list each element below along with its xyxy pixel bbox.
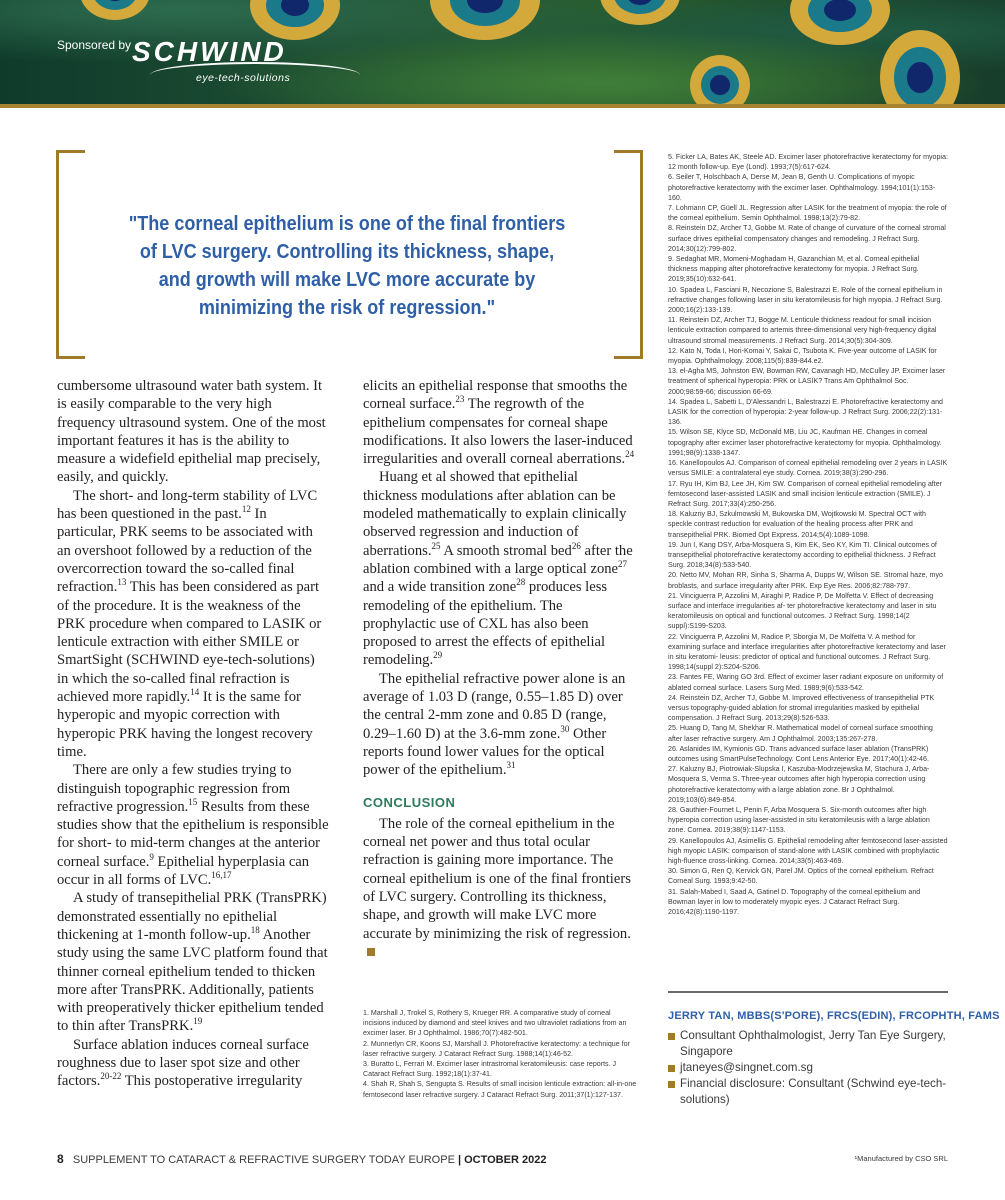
reference-list-bottom (363, 1008, 639, 1100)
paragraph-text: produces less remodeling of the epithelium. The prophylactic use of CXL has also been proposed to arrest the effects of epithelial remodeling. (363, 579, 608, 669)
paragraph-text: Epithelial hyperplasia can occur in all forms of LVC. (57, 853, 310, 889)
author-detail-item (668, 1028, 948, 1060)
publication-name: SUPPLEMENT TO CATARACT & REFRACTIVE SURGERY TODAY EUROPE (72, 1154, 455, 1166)
bullet-square-icon (668, 1065, 675, 1072)
citation-ref: 27 (618, 559, 628, 570)
paragraph-text: This postoperative irregularity (121, 1073, 303, 1090)
reference-item: 4. Shah R, Shah S, Sengupta S. Results of small incision lenticule extraction: all-in-one femtosecond laser refractive surgery. J Cataract Refract Surg. 2011;37(1):127-137. (363, 1080, 637, 1099)
reference-item: 8. Reinstein DZ, Archer TJ, Gobbe M. Rate of change of curvature of the corneal stromal surface drives epithelial compensatory changes and remodeling. J Refract Surg. 2014;30(12):799-802. (668, 224, 946, 253)
citation-ref: 29 (433, 650, 443, 661)
citation-ref: 26 (571, 540, 581, 551)
paragraph (57, 487, 329, 761)
paragraph-text: elicits an epithelial response that smooths the corneal surface. (363, 378, 628, 413)
reference-item: 20. Netto MV, Mohan RR, Sinha S, Sharma A, Dupps W, Wilson SE. Stromal haze, myo broblasts, and surface irregularity after PRK. Exp Eye Res. 2006;82:788-797. (668, 571, 943, 590)
paragraph (363, 815, 635, 961)
manufacturer-note: ¹Manufactured by CSO SRL (854, 1154, 948, 1163)
paragraph (57, 761, 329, 889)
reference-item: 30. Simon G, Ren Q, Kervick GN, Parel JM. Optics of the corneal epithelium. Refract Corneal Surg. 1993;9:42-50. (668, 867, 934, 886)
citation-ref: 14 (190, 687, 200, 698)
paragraph-text: The regrowth of the epithelium compensates for corneal shape modifications. It also lowers the laser-induced irregularities and overall corneal aberrations. (363, 396, 633, 468)
paragraph-text: In particular, PRK seems to be associated with an overshoot followed by a reduction of the overcorrection toward the so-called final refraction. (57, 506, 313, 596)
reference-item: 1. Marshall J, Trokel S, Rothery S, Krueger RR. A comparative study of corneal incisions induced by diamond and steel knives and two ultraviolet radiations from an excimer laser. Br J Ophthalmol. 1986;70(7):482-501. (363, 1009, 627, 1038)
paragraph-text: It is the same for hyperopic and myopic correction with hyperopic PRK having the longest recovery time. (57, 689, 313, 760)
citation-ref: 9 (149, 851, 154, 862)
reference-item: 24. Reinstein DZ, Archer TJ, Gobbe M. Improved effectiveness of transepithelial PTK versus topography-guided ablation for stromal irregularities masked by epithelial compensation. J Refract Surg. 2013;29(8):526-533. (668, 693, 935, 723)
peacock-feather-eye-icon (690, 55, 750, 104)
reference-item: 16. Kanellopoulos AJ. Comparison of corneal epithelial remodeling over 2 years in LASIK versus SMILE: a contralateral eye study. Cornea. 2019;38(3):290-296. (668, 459, 948, 478)
author-detail-item (668, 1076, 948, 1108)
paragraph (363, 377, 635, 468)
pullquote-bracket-left (56, 150, 85, 359)
peacock-feather-eye-icon (790, 0, 890, 45)
bullet-square-icon (668, 1033, 675, 1040)
author-detail-item[interactable] (668, 1060, 948, 1076)
section-heading-conclusion: CONCLUSION (363, 794, 456, 810)
page-footer (57, 1152, 947, 1166)
reference-item: 6. Seiler T, Holschbach A, Derse M, Jean B, Genth U. Complications of myopic photorefractive keratectomy with the excimer laser. Ophthalmology. 1994;101(1):153-160. (668, 173, 936, 202)
paragraph-text: Results from these studies show that the epithelium is responsible for short- to mid-term changes at the anterior corneal surface. (57, 798, 329, 870)
author-details (668, 1028, 948, 1108)
reference-item: 3. Buratto L, Ferrari M. Excimer laser intrastromal keratomileusis: case reports. J Cataract Refract Surg. 1992;18(1):37-41. (363, 1060, 617, 1079)
schwind-logo: SCHWIND (132, 36, 287, 67)
paragraph-text: The role of the corneal epithelium in the corneal net power and thus total ocular refraction is gaining more importance. The corneal epithelium is one of the final frontiers of LVC surgery. Controlling its thickness, shape, and growth will make LVC more accurate by minimizing the risk of regression. (363, 815, 631, 942)
author-affiliation: Consultant Ophthalmologist, Jerry Tan Eye Surgery, Singapore (680, 1029, 946, 1058)
reference-item: 17. Ryu IH, Kim BJ, Lee JH, Kim SW. Comparison of corneal epithelial remodeling after femtosecond laser-assisted LASIK and small incision lenticule extraction (SMILE). J Refract Surg. 2017;33(4):250-256. (668, 479, 943, 508)
paragraph-text: Other reports found lower values for the optical power of the epithelium. (363, 725, 607, 779)
pullquote-bracket-right (614, 150, 643, 359)
paragraph (57, 889, 329, 1035)
paragraph-text: Huang et al showed that epithelial thickness modulations after ablation can be modeled mathematically to explain clinically observed regression and induction of aberrations. (363, 469, 627, 559)
paragraph (57, 1036, 329, 1091)
reference-item: 5. Ficker LA, Bates AK, Steele AD. Excimer laser photorefractive keratectomy for myopia: 12 month follow-up. Eye (Lond). 1993;7(5):617-624. (668, 153, 948, 172)
author-name: JERRY TAN, MBBS(S'PORE), FRCS(EDIN), FRCOPHTH, FAMS (668, 1010, 1000, 1022)
reference-item: 22. Vinciguerra P, Azzolini M, Radice P, Sborgia M, De Molfetta V. A method for examining surface and interface irregularities after photorefractive keratectomy and laser in situ keratomi- leusis: predictor of optical and functional outcomes. J Refract Surg. 1998;14(suppl 2):S204-S206. (668, 632, 946, 672)
reference-item: 11. Reinstein DZ, Archer TJ, Bogge M. Lenticule thickness readout for small incision lenticule extraction compared to artemis three-dimensional very high-frequency digital ultrasound stromal measurements. J Refract Surg. 2014;30(5):304-309. (668, 316, 937, 345)
citation-ref: 16,17 (211, 870, 232, 881)
reference-item: 23. Fantes FE, Waring GO 3rd. Effect of excimer laser radiant exposure on uniformity of ablated corneal surface. Lasers Surg Med. 1989;9(6):533-542. (668, 673, 944, 692)
reference-item: 10. Spadea L, Fasciani R, Necozione S, Balestrazzi E. Role of the corneal epithelium in refractive changes following laser in situ keratomileusis for high myopia. J Refract Surg. 2000;16(2):133-139. (668, 285, 943, 315)
reference-list-right (668, 152, 948, 917)
reference-item: 12. Kato N, Toda I, Hori-Komai Y, Sakai C, Tsubota K. Five-year outcome of LASIK for myopia. Ophthalmology. 2008;115(5):839-844.e2. (668, 346, 937, 366)
reference-item: 21. Vinciguerra P, Azzolini M, Airaghi P, Radice P, De Molfetta V. Effect of decreasing surface and interface irregularities af- ter photorefractive keratectomy and laser in situ keratomileusis on optical and functional outcomes. J Refract Surg. 1998;14(2 suppl):S199-S203. (668, 591, 937, 631)
peacock-feather-eye-icon (880, 30, 960, 104)
citation-ref: 28 (516, 577, 526, 588)
reference-item: 29. Kanellopoulos AJ, Asimellis G. Epithelial remodeling after femtosecond laser-assisted high myopic LASIK: comparison of stand-alone with LASIK combined with prophylactic high-fluence cross-linking. Cornea. 2014;33(5):463-469. (668, 836, 948, 866)
reference-item: 15. Wilson SE, Klyce SD, McDonald MB, Liu JC, Kaufman HE. Changes in corneal topography after excimer laser photorefractive keratectomy for myopia. Ophthalmology. 1991;98(9):1338-1347. (668, 428, 942, 457)
page-number: 8 (57, 1152, 64, 1166)
peacock-feather-eye-icon (80, 0, 150, 20)
financial-disclosure: Financial disclosure: Consultant (Schwind eye-tech-solutions) (680, 1077, 947, 1106)
citation-ref: 15 (188, 796, 198, 807)
citation-ref: 23 (455, 394, 465, 405)
reference-item: 31. Salah-Mabed I, Saad A, Gatinel D. Topography of the corneal epithelium and Bowman layer in low to moderately myopic eyes. J Cataract Refract Surg. 2016;42(8):1190-1197. (668, 887, 921, 917)
reference-item: 18. Kaluzny BJ, Szkulmowski M, Bukowska DM, Wojtkowski M. Spectral OCT with speckle contrast reduction for evaluation of the healing process after PRK and transepithelial PRK. Biomed Opt Express. 2014;5(4):1089-1098. (668, 510, 926, 539)
paragraph (363, 670, 635, 780)
paragraph-text: Surface ablation induces corneal surface roughness due to laser spot size and other factors. (57, 1036, 309, 1090)
sponsor-label: Sponsored by (57, 38, 132, 52)
reference-item: 27. Kaluzny BJ, Piotrowiak-Slupska I, Kaszuba-Modrzejewska M, Stachura J, Arba-Mosquera S, Verma S. Three-year outcomes after high hyperopia correction using photorefractive keratectomy with a large ablation zone. Br J Ophthalmol. 2019;103(6):849-854. (668, 765, 930, 804)
reference-item: 25. Huang D, Tang M, Shekhar R. Mathematical model of corneal surface smoothing after laser refractive surgery. Am J Ophthalmol. 2003;135:267-278. (668, 724, 933, 743)
reference-item: 7. Lohmann CP, Güell JL. Regression after LASIK for the treatment of myopia: the role of the corneal epithelium. Semin Ophthalmol. 1998;13(2):79-82. (668, 204, 947, 223)
citation-ref: 18 (250, 925, 260, 936)
paragraph-text: This has been considered as part of the procedure. It is the weakness of the PRK procedure when compared to LASIK or lenticule extraction with either SMILE or SmartSight (SCHWIND eye-tech-solutions) in which the so-called final refraction is achieved more rapidly. (57, 579, 322, 706)
reference-item: 26. Aslanides IM, Kymionis GD. Trans advanced surface laser ablation (TransPRK) outcomes using SmartPulseTechnology. Cont Lens Anterior Eye. 2017;40(1):42-46. (668, 744, 929, 763)
paragraph-text: and a wide transition zone (363, 579, 517, 596)
reference-item: 28. Gauthier-Fournet L, Penin F, Arba Mosquera S. Six-month outcomes after high hyperopia correction using laser-assisted in situ keratomileusis with a large ablation zone. Cornea. 2019;38(9):1147-1153. (668, 806, 930, 835)
paragraph-text: Another study using the same LVC platform found that thinner corneal epithelium tended to thicken more after TransPRK. Additionally, patients with preoperatively thicker epithelium tended to thin after TransPRK. (57, 926, 328, 1035)
bullet-square-icon (668, 1081, 675, 1088)
peacock-feather-eye-icon (250, 0, 340, 40)
reference-item: 9. Sedaghat MR, Momeni-Moghadam H, Gazanchian M, et al. Corneal epithelial thickness mapping after photorefractive keratectomy for myopia. J Refract Surg. 2019;35(10):632-641. (668, 255, 920, 284)
author-divider (668, 991, 948, 993)
issue-date: OCTOBER 2022 (464, 1154, 547, 1166)
citation-ref: 12 (241, 504, 251, 515)
paragraph-text: A study of transepithelial PRK (TransPRK) demonstrated essentially no epithelial thickening at 1-month follow-up. (57, 890, 327, 943)
citation-ref: 24 (625, 449, 635, 460)
citation-ref: 20-22 (100, 1071, 122, 1082)
reference-item: 13. el-Agha MS, Johnston EW, Bowman RW, Cavanagh HD, McCulley JP. Excimer laser treatment of spherical hyperopia: PRK or LASIK? Trans Am Ophthalmol Soc. 2000;98:59-66; discussion 66-69. (668, 367, 946, 396)
paragraph-text: The short- and long-term stability of LVC has been questioned in the past. (57, 487, 318, 523)
paragraph-text: A smooth stromal bed (440, 542, 572, 559)
peacock-feather-eye-icon (430, 0, 540, 40)
end-mark-icon (367, 948, 375, 956)
citation-ref: 30 (560, 723, 570, 734)
citation-ref: 25 (431, 540, 441, 551)
sponsor-banner (0, 0, 1005, 104)
schwind-logo-tagline: eye-tech-solutions (196, 72, 291, 84)
banner-divider (0, 104, 1005, 108)
pull-quote: "The corneal epithelium is one of the final frontiers of LVC surgery. Controlling its thickness, shape, and growth will make LVC more accurate by minimizing the risk of regression." (128, 212, 566, 319)
article-column-2 (363, 377, 635, 961)
paragraph-text: cumbersome ultrasound water bath system. It is easily comparable to the very high frequency ultrasound system. One of the most important features it has is the ability to measure a widefield epithelial map precisely, easily, and quickly. (57, 378, 326, 486)
peacock-feather-eye-icon (600, 0, 680, 25)
author-email-link[interactable]: jtaneyes@singnet.com.sg (680, 1061, 813, 1074)
reference-item: 2. Munnerlyn CR, Koons SJ, Marshall J. Photorefractive keratectomy: a technique for laser refractive surgery. J Cataract Refract Surg. 1988;14(1):46-52. (363, 1039, 630, 1058)
citation-ref: 19 (193, 1016, 203, 1027)
citation-ref: 31 (506, 760, 516, 771)
article-column-1 (57, 377, 329, 1091)
reference-item: 19. Jun I, Kang DSY, Arba-Mosquera S, Kim EK, Seo KY, Kim TI. Clinical outcomes of transepithelial photorefractive keratectomy according to epithelial thickness. J Refract Surg. 2018;34(8):533-540. (668, 540, 937, 570)
paragraph (57, 377, 329, 487)
citation-ref: 13 (117, 577, 127, 588)
paragraph-text: There are only a few studies trying to distinguish topographic regression from refractive progression. (57, 762, 292, 815)
paragraph-text: after the ablation combined with a large optical zone (363, 542, 633, 577)
paragraph (363, 468, 635, 669)
paragraph-text: The epithelial refractive power alone is an average of 1.03 D (range, 0.55–1.85 D) over the central 2-mm zone and 0.85 D (range, 0.29–1.60 D) at the 3.6-mm zone. (363, 670, 626, 742)
reference-item: 14. Spadea L, Sabetti L, D'Alessandri L, Balestrazzi E. Photorefractive keratectomy and LASIK for the correction of hyperopia: 2-year follow-up. J Refract Surg. 2006;22(2):131-136. (668, 397, 944, 427)
footer-separator: | (457, 1154, 462, 1166)
